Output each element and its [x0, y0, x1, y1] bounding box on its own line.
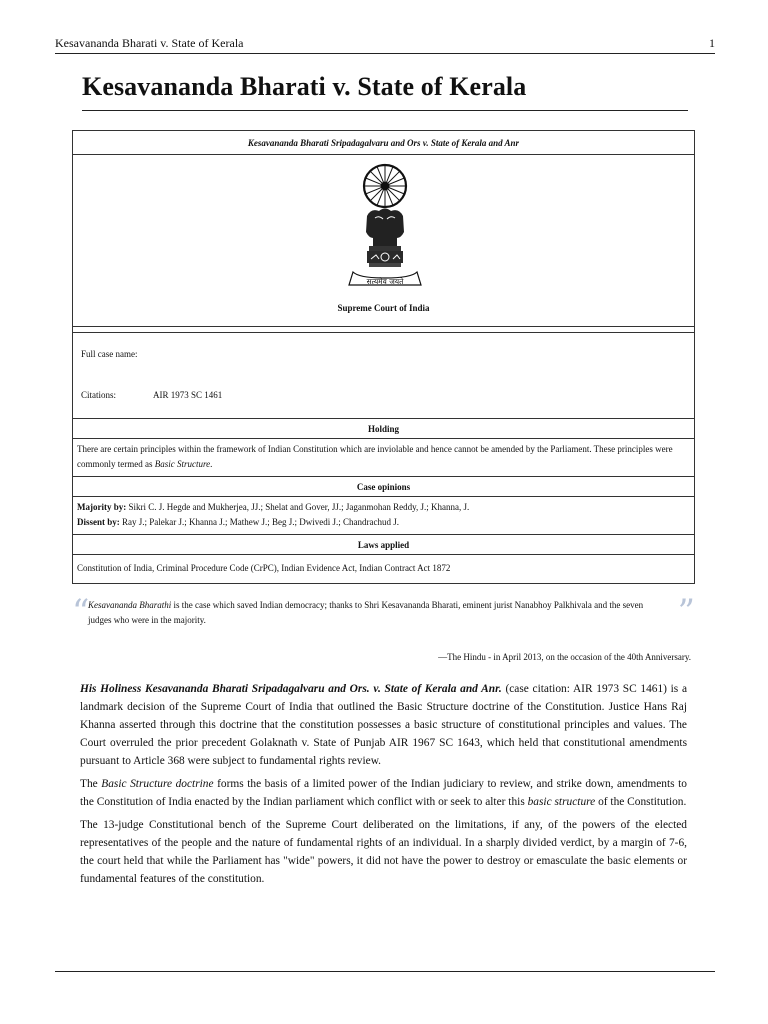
full-case-name-label: Full case name:: [81, 349, 138, 359]
page-number: 1: [709, 36, 715, 50]
laws-applied-header: Laws applied: [73, 535, 694, 555]
pull-quote: [72, 592, 695, 632]
open-quote-mark-icon: “: [72, 592, 90, 632]
majority-label: Majority by:: [77, 502, 127, 512]
paragraph-3: The 13-judge Constitutional bench of the Supreme Court deliberated on the limitations, if any, of the powers of the elected representatives of the people and the nature of fundamental rights of an individual. In a sharply divided verdict, by a margin of 7-6, the court held that while the Parliament has "wide" powers, it did not have the power to destroy or emasculate the basic elements or fundamental features of the constitution.: [80, 819, 687, 885]
basic-structure-doctrine-term: Basic Structure doctrine: [101, 778, 214, 790]
case-fields: [73, 333, 694, 419]
majority-text: Sikri C. J. Hegde and Mukherjea, JJ.; Shelat and Gover, JJ.; Jaganmohan Reddy, J.; Khanna, J.: [128, 502, 470, 512]
case-opinions-text: [73, 497, 694, 535]
svg-text:सत्यमेव जयते: सत्यमेव जयते: [366, 277, 404, 286]
infobox-caption: Kesavananda Bharati Sripadagalvaru and Ors v. State of Kerala and Anr: [73, 131, 694, 155]
emblem-cell: [73, 155, 694, 327]
paragraph-2: The Basic Structure doctrine forms the basis of a limited power of the Indian judiciary to review, and strike down, amendments to the Constitution of India enacted by the Indian parliament which conflict with or seek to alter this basic structure of the Constitution.: [80, 778, 687, 808]
holding-header: Holding: [73, 419, 694, 439]
basic-structure-term-2: basic structure: [527, 796, 596, 808]
running-header: [55, 36, 715, 51]
title-underline: [82, 110, 688, 111]
citations-field: [81, 390, 223, 400]
close-quote-mark-icon: ”: [677, 592, 695, 632]
quote-name: Kesavananda Bharathi: [88, 600, 172, 610]
header-rule: [55, 53, 715, 54]
quote-attribution: —The Hindu - in April 2013, on the occasion of the 40th Anniversary.: [438, 652, 691, 662]
dissent-text: Ray J.; Palekar J.; Khanna J.; Mathew J.; Beg J.; Dwivedi J.; Chandrachud J.: [122, 517, 399, 527]
case-infobox: [72, 130, 695, 584]
basic-structure-term: Basic Structure: [154, 459, 211, 469]
case-opinions-header: Case opinions: [73, 477, 694, 497]
full-case-name-field: [81, 349, 137, 359]
article-body: [80, 680, 687, 893]
quote-text: is the case which saved Indian democracy; thanks to Shri Kesavananda Bharati, eminent jurist Nanabhoy Palkhivala and the seven judges who were in the majority.: [88, 600, 644, 625]
state-emblem-of-india-icon: [331, 160, 439, 300]
paragraph-1: His Holiness Kesavananda Bharati Sripadagalvaru and Ors. v. State of Kerala and Anr. (case citation: AIR 1973 SC 1461) is a landmark decision of the Supreme Court of India that outlined the Basic Structure doctrine of the Constitution. Justice Hans Raj Khanna asserted through this doctrine that the constitution possesses a basic structure of constitutional principles and values. The Court overruled the prior precedent Golaknath v. State of Punjab AIR 1967 SC 1643, which held that constitutional amendments pursuant to Article 368 were subject to fundamental rights review.: [80, 683, 687, 767]
citations-value: AIR 1973 SC 1461: [153, 390, 223, 400]
holding-text: There are certain principles within the framework of Indian Constitution which are inviolable and hence cannot be amended by the Parliament. These principles were commonly termed as Basic Structure.: [73, 439, 694, 477]
footer-rule: [55, 971, 715, 972]
laws-applied-text: Constitution of India, Criminal Procedure Code (CrPC), Indian Evidence Act, Indian Contract Act 1872: [77, 563, 451, 573]
court-name: Supreme Court of India: [337, 303, 430, 313]
page-title: Kesavananda Bharati v. State of Kerala: [82, 72, 527, 101]
running-title: Kesavananda Bharati v. State of Kerala: [55, 36, 244, 50]
quote-body: [72, 598, 695, 628]
citations-label: Citations:: [81, 390, 117, 400]
case-full-name: His Holiness Kesavananda Bharati Sripadagalvaru and Ors. v. State of Kerala and Anr.: [80, 683, 502, 695]
dissent-label: Dissent by:: [77, 517, 120, 527]
